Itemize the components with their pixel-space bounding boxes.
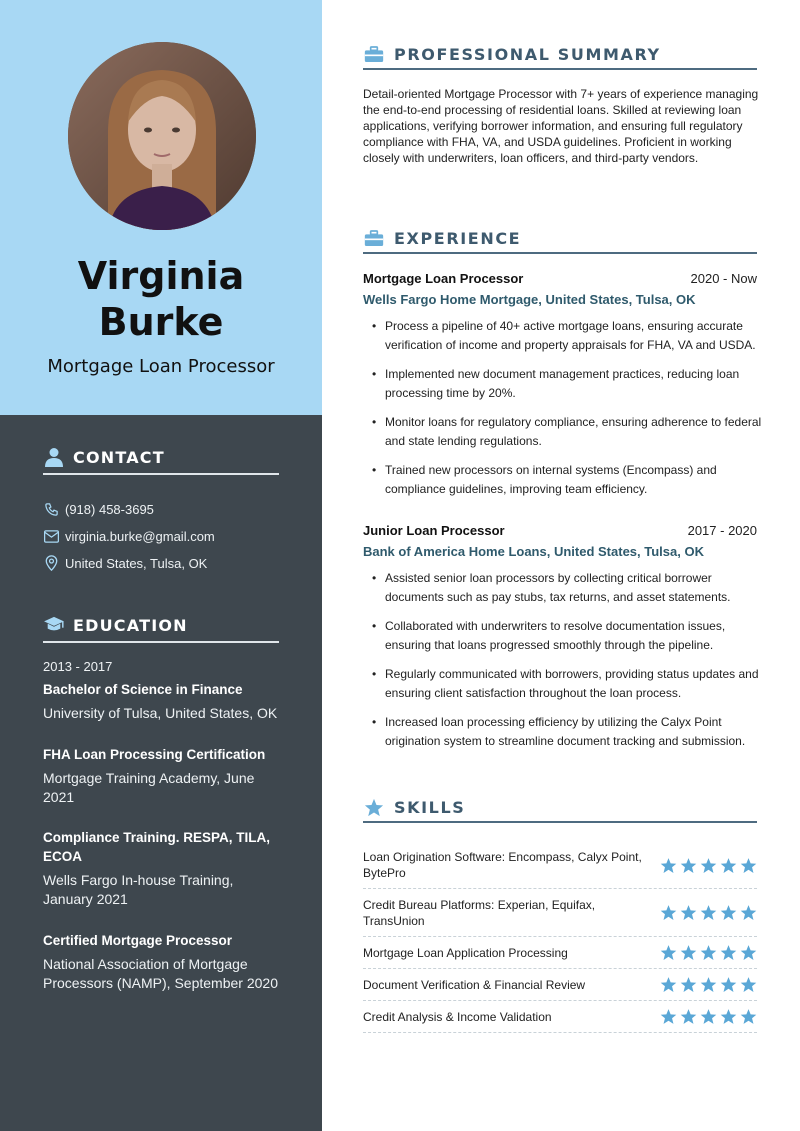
rating-star-icon [660,857,677,874]
education-degree: Compliance Training. RESPA, TILA, ECOA [43,830,271,864]
skill-row [363,889,757,937]
job-header [363,523,757,538]
job-bullet: • Increased loan processing efficiency by utilizing the Calyx Point origination system to streamline document tracking and submission. [372,713,772,751]
education-item [43,745,293,807]
rating-star-icon [740,976,757,993]
first-name: Virginia [77,254,245,298]
graduation-cap-icon [43,614,65,636]
rating-star-icon [680,904,697,921]
candidate-name [0,253,322,345]
rating-star-icon [700,904,717,921]
education-degree: FHA Loan Processing Certification [43,747,266,762]
briefcase-icon [363,227,385,249]
last-name: Burke [98,300,224,344]
contact-location: United States, Tulsa, OK [43,555,207,571]
skill-name: Mortgage Loan Application Processing [363,945,568,960]
education-degree: Certified Mortgage Processor [43,933,233,948]
rating-star-icon [740,904,757,921]
rating-star-icon [660,944,677,961]
skill-rating [660,944,757,961]
person-icon [43,446,65,468]
skill-rating [660,904,757,921]
skill-row [363,1001,757,1033]
rating-star-icon [740,1008,757,1025]
avatar [68,42,256,230]
skill-name: Credit Bureau Platforms: Experian, Equifax, TransUnion [363,897,596,928]
education-item [43,931,283,993]
job-company: Wells Fargo Home Mortgage, United States, Tulsa, OK [363,292,696,307]
skill-row [363,937,757,969]
rating-star-icon [740,857,757,874]
job-position: Mortgage Loan Processor [363,271,524,286]
location-pin-icon [43,555,59,571]
job-bullet: • Implemented new document management practices, reducing loan processing time by 20%. [372,365,772,403]
contact-heading: CONTACT [43,441,279,475]
education-item [43,657,293,723]
job-bullets [372,569,772,761]
job-dates: 2017 - 2020 [687,523,757,538]
summary-text: Detail-oriented Mortgage Processor with 7+ years of experience managing the end-to-end processing of residential loans. Skilled at reviewing loan applications, verifying borrower information, and ensuring full regulatory compliance with FHA, VA, and USDA guidelines. Proficient in working closely with underwriters, loan officers, and third-party vendors. [363,87,759,165]
rating-star-icon [680,944,697,961]
job-bullets [372,317,772,509]
phone-icon [43,501,59,517]
job-header [363,271,757,286]
skill-rating [660,976,757,993]
rating-star-icon [700,857,717,874]
job-bullet: • Assisted senior loan processors by collecting critical borrower documents such as pay stubs, tax returns, and asset statements. [372,569,772,607]
job-bullet: • Collaborated with underwriters to resolve documentation issues, ensuring that loans progressed smoothly through the pipeline. [372,617,772,655]
summary-heading: PROFESSIONAL SUMMARY [363,40,757,70]
education-heading: EDUCATION [43,609,279,643]
rating-star-icon [660,1008,677,1025]
job-position: Junior Loan Processor [363,523,505,538]
experience-heading: EXPERIENCE [363,224,757,254]
education-years: 2013 - 2017 [43,659,113,674]
sidebar-header [0,0,322,415]
rating-star-icon [720,944,737,961]
rating-star-icon [700,976,717,993]
rating-star-icon [700,944,717,961]
mail-icon [43,528,59,544]
rating-star-icon [680,1008,697,1025]
rating-star-icon [680,857,697,874]
job-bullet: • Regularly communicated with borrowers, providing status updates and ensuring client satisfaction throughout the loan process. [372,665,772,703]
education-org: Wells Fargo In-house Training, January 2021 [43,872,234,907]
skill-name: Loan Origination Software: Encompass, Calyx Point, BytePro [363,850,642,880]
education-org: National Association of Mortgage Processors (NAMP), September 2020 [43,956,278,991]
star-icon [363,796,385,818]
avatar-photo [68,42,256,230]
education-item [43,828,283,909]
rating-star-icon [700,1008,717,1025]
rating-star-icon [660,976,677,993]
job-bullet: • Trained new processors on internal systems (Encompass) and compliance guidelines, improving team efficiency. [372,461,772,499]
rating-star-icon [660,904,677,921]
education-degree: Bachelor of Science in Finance [43,682,243,697]
skill-rating [660,857,757,874]
job-company: Bank of America Home Loans, United States, Tulsa, OK [363,544,704,559]
education-org: Mortgage Training Academy, June 2021 [43,770,255,805]
job-dates: 2020 - Now [690,271,757,286]
rating-star-icon [720,857,737,874]
rating-star-icon [720,976,737,993]
rating-star-icon [720,1008,737,1025]
job-title: Mortgage Loan Processor [47,356,275,377]
rating-star-icon [680,976,697,993]
contact-phone: (918) 458-3695 [43,501,154,517]
education-org: University of Tulsa, United States, OK [43,705,278,721]
skill-row [363,842,757,889]
skill-rating [660,1008,757,1025]
rating-star-icon [720,904,737,921]
skills-heading: SKILLS [363,793,757,823]
skill-name: Document Verification & Financial Review [363,977,586,992]
job-bullet: • Process a pipeline of 40+ active mortgage loans, ensuring accurate verification of income and property appraisals for FHA, VA and USDA. [372,317,772,355]
briefcase-icon [363,43,385,65]
job-bullet: • Monitor loans for regulatory compliance, ensuring adherence to federal and state lending regulations. [372,413,772,451]
contact-email: virginia.burke@gmail.com [43,528,215,544]
skill-name: Credit Analysis & Income Validation [363,1009,552,1024]
rating-star-icon [740,944,757,961]
skill-row [363,969,757,1001]
